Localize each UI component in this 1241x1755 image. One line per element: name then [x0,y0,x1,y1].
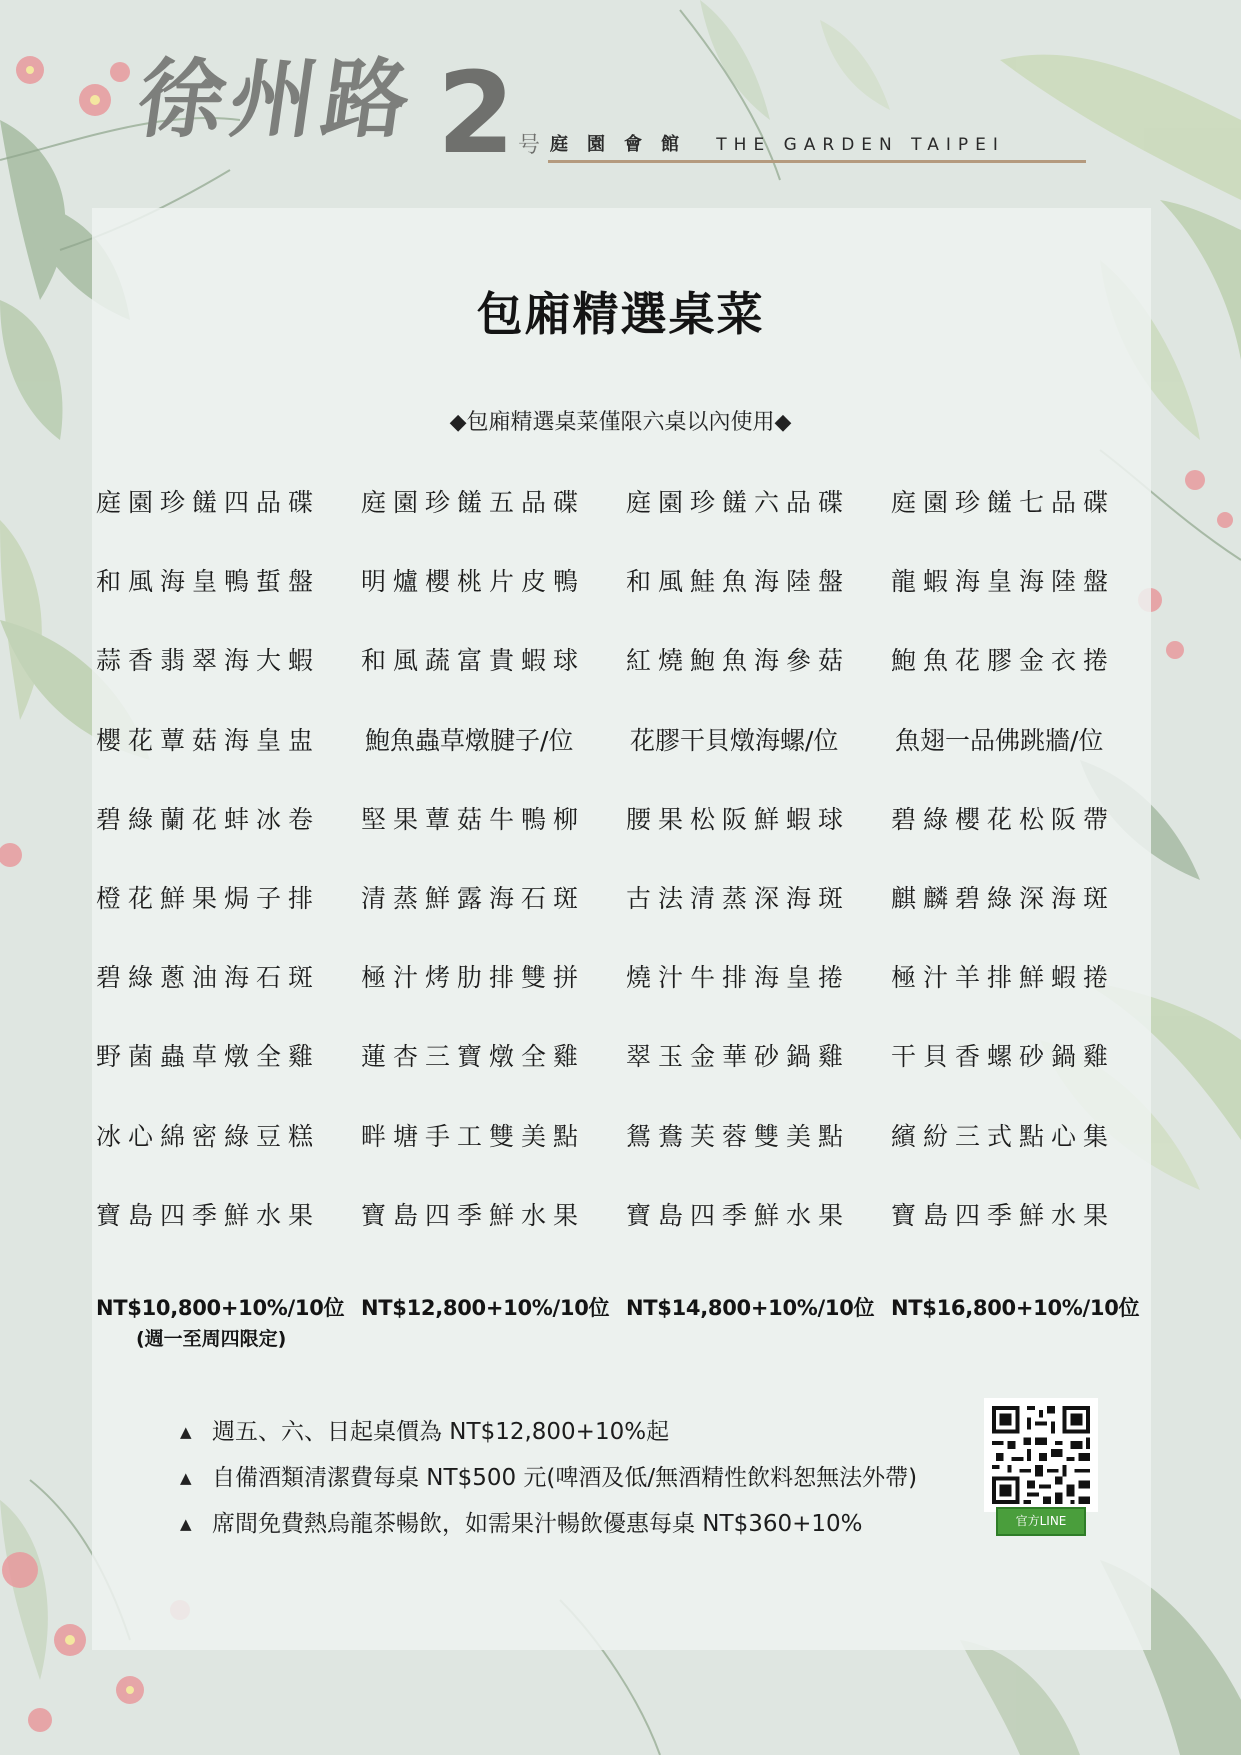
header-divider [548,160,1086,163]
menu-column-12800 [361,478,626,1354]
dish-item: 龍蝦海皇海陸盤 [891,567,1116,597]
menu-price: NT$10,800+10%/10位 [96,1295,345,1320]
subtitle-english: THE GARDEN TAIPEI [716,135,1005,155]
dish-item: 紅燒鮑魚海參菇 [626,646,851,676]
dish-item: 極汁羊排鮮蝦捲 [891,963,1116,993]
dish-item: 極汁烤肋排雙拼 [361,963,586,993]
dish-item: 蓮杏三寶燉全雞 [361,1042,586,1072]
menu-price: NT$16,800+10%/10位 [891,1295,1140,1320]
dish-item: 古法清蒸深海斑 [626,883,851,913]
dish-item: 清蒸鮮露海石斑 [361,883,586,913]
dish-item: 庭園珍饈五品碟 [361,488,586,517]
dish-item: 碧綠蘭花蚌冰卷 [96,804,321,834]
menu-grid [96,478,1156,1354]
dish-item: 碧綠蔥油海石斑 [96,963,321,993]
menu-price-note [361,1324,626,1354]
dish-item: 花膠干貝燉海螺/位 [630,725,839,755]
notes-list [180,1414,917,1552]
dish-item: 魚翅一品佛跳牆/位 [895,725,1104,755]
dish-item: 和風蔬富貴蝦球 [361,646,586,676]
menu-price: NT$12,800+10%/10位 [361,1295,610,1320]
dish-item: 畔塘手工雙美點 [361,1121,586,1151]
dish-item: 麒麟碧綠深海斑 [891,883,1116,913]
menu-price-note [626,1324,891,1354]
dish-item: 碧綠櫻花松阪帶 [891,804,1116,834]
dish-item: 寶島四季鮮水果 [626,1200,851,1230]
logo-number: 2 [437,49,515,179]
dish-item: 鮑魚花膠金衣捲 [891,646,1116,676]
note-item [180,1506,917,1552]
dish-item: 明爐櫻桃片皮鴨 [361,567,586,597]
dish-item: 堅果蕈菇牛鴨柳 [361,804,586,834]
dish-item: 鮑魚蟲草燉腱子/位 [365,725,574,755]
menu-column-10800 [96,478,361,1354]
dish-item: 櫻花蕈菇海皇盅 [96,725,321,755]
note-text: 週五、六、日起桌價為 NT$12,800+10%起 [212,1419,670,1445]
triangle-bullet-icon: ▲ [180,1469,192,1487]
qr-code-icon[interactable] [984,1398,1098,1512]
menu-price-note: (週一至周四限定) [136,1327,287,1350]
dish-item: 野菌蟲草燉全雞 [96,1042,321,1072]
dish-item: 庭園珍饈七品碟 [891,488,1116,517]
dish-item: 橙花鮮果焗子排 [96,883,321,913]
logo-mark: 号 [518,133,541,158]
logo-subtitle [550,130,1005,156]
dish-item: 庭園珍饈六品碟 [626,488,851,517]
dish-item: 鴛鴦芙蓉雙美點 [626,1121,851,1151]
usage-note: ◆包廂精選桌菜僅限六桌以內使用◆ [449,410,792,435]
dish-item: 和風鮭魚海陸盤 [626,567,851,597]
dish-item: 繽紛三式點心集 [891,1121,1116,1151]
page-title: 包廂精選桌菜 [476,287,765,341]
note-item [180,1414,917,1460]
dish-item: 寶島四季鮮水果 [891,1200,1116,1230]
dish-item: 腰果松阪鮮蝦球 [626,804,851,834]
dish-item: 干貝香螺砂鍋雞 [891,1042,1116,1072]
menu-column-14800 [626,478,891,1354]
qr-code-graphic [984,1398,1098,1512]
menu-column-16800 [891,478,1156,1354]
triangle-bullet-icon: ▲ [180,1423,192,1441]
dish-item: 庭園珍饈四品碟 [96,488,321,517]
note-item [180,1460,917,1506]
triangle-bullet-icon: ▲ [180,1515,192,1533]
dish-item: 和風海皇鴨蜇盤 [96,567,321,597]
note-text: 席間免費熱烏龍茶暢飲，如需果汁暢飲優惠每桌 NT$360+10% [212,1511,863,1537]
dish-item: 寶島四季鮮水果 [96,1200,321,1230]
dish-item: 燒汁牛排海皇捲 [626,963,851,993]
subtitle-chinese: 庭園會館 [550,134,698,155]
dish-item: 翠玉金華砂鍋雞 [626,1042,851,1072]
dish-item: 冰心綿密綠豆糕 [96,1121,321,1151]
logo-script: 徐州路 [131,49,423,150]
menu-price: NT$14,800+10%/10位 [626,1295,875,1320]
note-text: 自備酒類清潔費每桌 NT$500 元(啤酒及低/無酒精性飲料恕無法外帶) [212,1465,918,1491]
menu-price-note [891,1324,1156,1354]
dish-item: 蒜香翡翠海大蝦 [96,646,321,676]
official-line-badge[interactable]: 官方LINE [996,1507,1086,1536]
dish-item: 寶島四季鮮水果 [361,1200,586,1230]
